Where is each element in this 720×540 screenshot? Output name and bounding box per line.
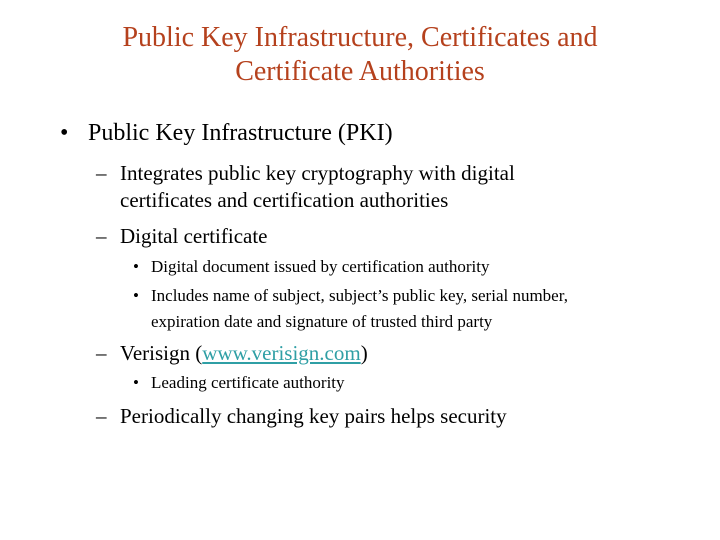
subbullet-integrates-line-1: Integrates public key cryptography with digital <box>120 161 515 185</box>
subbullet-periodically <box>96 403 507 430</box>
subbullet-verisign <box>96 340 368 367</box>
subsubbullet-includes-name <box>133 283 568 335</box>
subbullet-integrates <box>96 160 515 214</box>
dash-marker: – <box>96 224 107 248</box>
slide-title-line-1: Public Key Infrastructure, Certificates and <box>122 22 598 53</box>
verisign-suffix: ) <box>360 341 368 365</box>
bullet-pki <box>60 119 393 147</box>
bullet-marker: • <box>60 120 69 146</box>
slide-title <box>60 21 660 89</box>
bullet-pki-text: Public Key Infrastructure (PKI) <box>88 120 393 146</box>
subsubbullet-digital-document <box>133 254 490 280</box>
subsubbullet-includes-name-line-2: expiration date and signature of trusted third party <box>151 312 493 331</box>
subsubbullet-digital-document-text: Digital document issued by certification authority <box>151 257 490 276</box>
subbullet-integrates-line-2: certificates and certification authorities <box>120 188 449 212</box>
subsubbullet-includes-name-line-1: Includes name of subject, subject’s public key, serial number, <box>151 286 568 305</box>
bullet-marker: • <box>133 257 139 276</box>
subbullet-digital-certificate-text: Digital certificate <box>120 224 268 248</box>
bullet-marker: • <box>133 373 139 392</box>
verisign-prefix: Verisign ( <box>120 341 203 365</box>
subbullet-periodically-text: Periodically changing key pairs helps security <box>120 404 507 428</box>
subbullet-verisign-text <box>120 340 368 367</box>
verisign-link[interactable]: www.verisign.com <box>202 341 361 365</box>
subbullet-digital-certificate <box>96 223 268 250</box>
dash-marker: – <box>96 404 107 428</box>
dash-marker: – <box>96 341 107 365</box>
subsubbullet-leading-authority <box>133 370 345 396</box>
slide-title-line-2: Certificate Authorities <box>235 56 485 87</box>
bullet-marker: • <box>133 286 139 305</box>
dash-marker: – <box>96 161 107 185</box>
subsubbullet-leading-authority-text: Leading certificate authority <box>151 373 345 392</box>
